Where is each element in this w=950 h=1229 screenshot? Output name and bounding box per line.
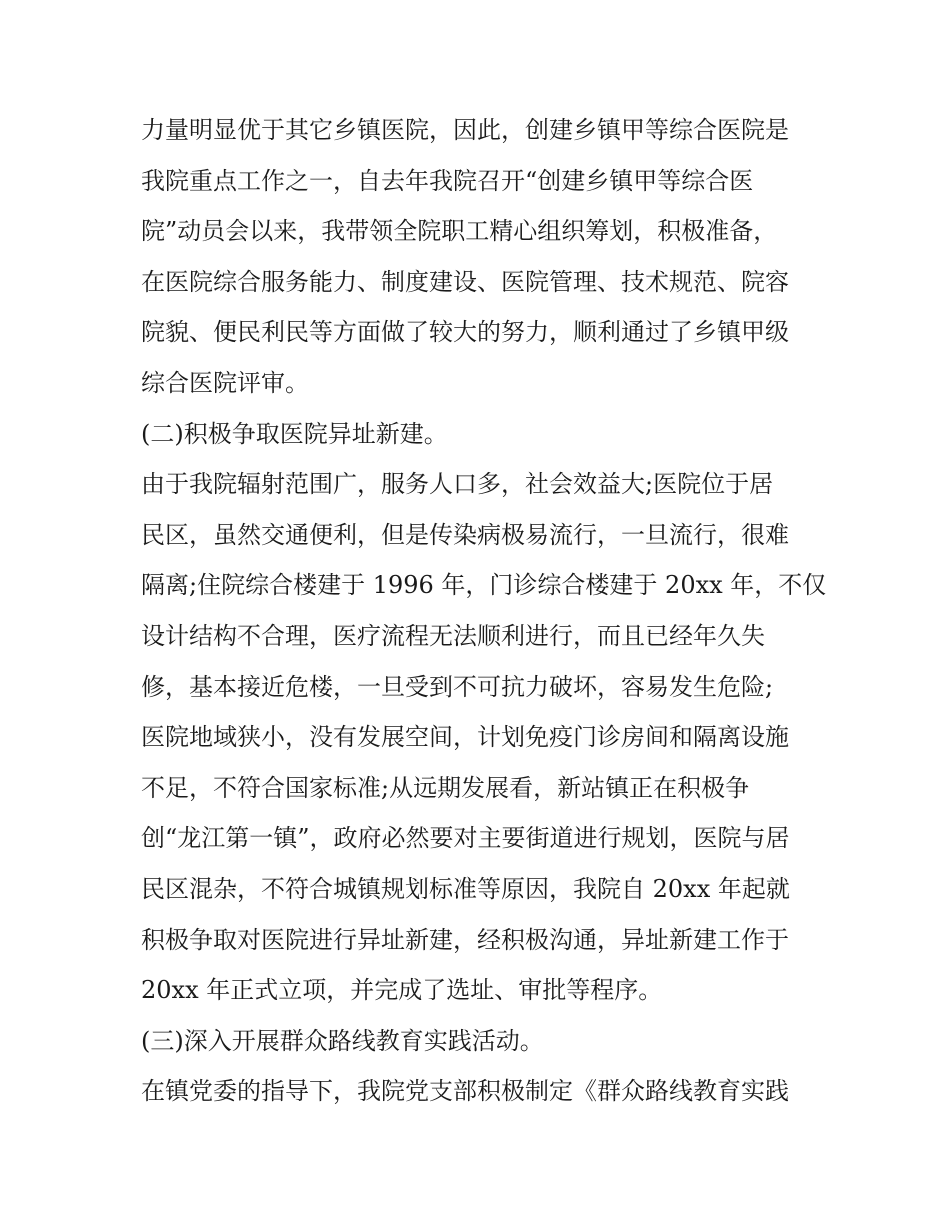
text-line: 民区混杂，不符合城镇规划标准等原因，我院自 20xx 年起就 [141, 874, 790, 903]
text-line: 不足，不符合国家标准;从远期发展看，新站镇正在积极争 [141, 773, 750, 802]
text-line: 综合医院评审。 [141, 368, 309, 397]
text-line: 院貌、便民利民等方面做了较大的努力，顺利通过了乡镇甲级 [141, 318, 789, 347]
text-line: 我院重点工作之一，自去年我院召开“创建乡镇甲等综合医 [141, 166, 754, 195]
text-line: 医院地域狭小，没有发展空间，计划免疫门诊房间和隔离设施 [141, 723, 789, 752]
section-heading-2: (二)积极争取医院异址新建。 [141, 419, 448, 448]
text-line: 民区，虽然交通便利，但是传染病极易流行，一旦流行，很难 [141, 520, 789, 549]
text-line: 院”动员会以来，我带领全院职工精心组织筹划，积极准备， [141, 217, 778, 246]
text-line: 修，基本接近危楼，一旦受到不可抗力破坏，容易发生危险; [141, 672, 774, 701]
section-heading-3: (三)深入开展群众路线教育实践活动。 [141, 1026, 544, 1055]
text-line: 隔离;住院综合楼建于 1996 年，门诊综合楼建于 20xx 年，不仅 [141, 571, 827, 600]
text-line: 在医院综合服务能力、制度建设、医院管理、技术规范、院容 [141, 267, 789, 296]
text-line: 20xx 年正式立项，并完成了选址、审批等程序。 [141, 976, 663, 1005]
text-line: 在镇党委的指导下，我院党支部积极制定《群众路线教育实践 [141, 1077, 789, 1106]
text-line: 由于我院辐射范围广，服务人口多，社会效益大;医院位于居 [141, 470, 774, 499]
text-line: 积极争取对医院进行异址新建，经积极沟通，异址新建工作于 [141, 925, 789, 954]
text-line: 创“龙江第一镇”，政府必然要对主要街道进行规划，医院与居 [141, 824, 790, 853]
text-line: 设计结构不合理，医疗流程无法顺利进行，而且已经年久失 [141, 621, 765, 650]
body-text [141, 105, 827, 1117]
text-line: 力量明显优于其它乡镇医院，因此，创建乡镇甲等综合医院是 [141, 116, 789, 144]
